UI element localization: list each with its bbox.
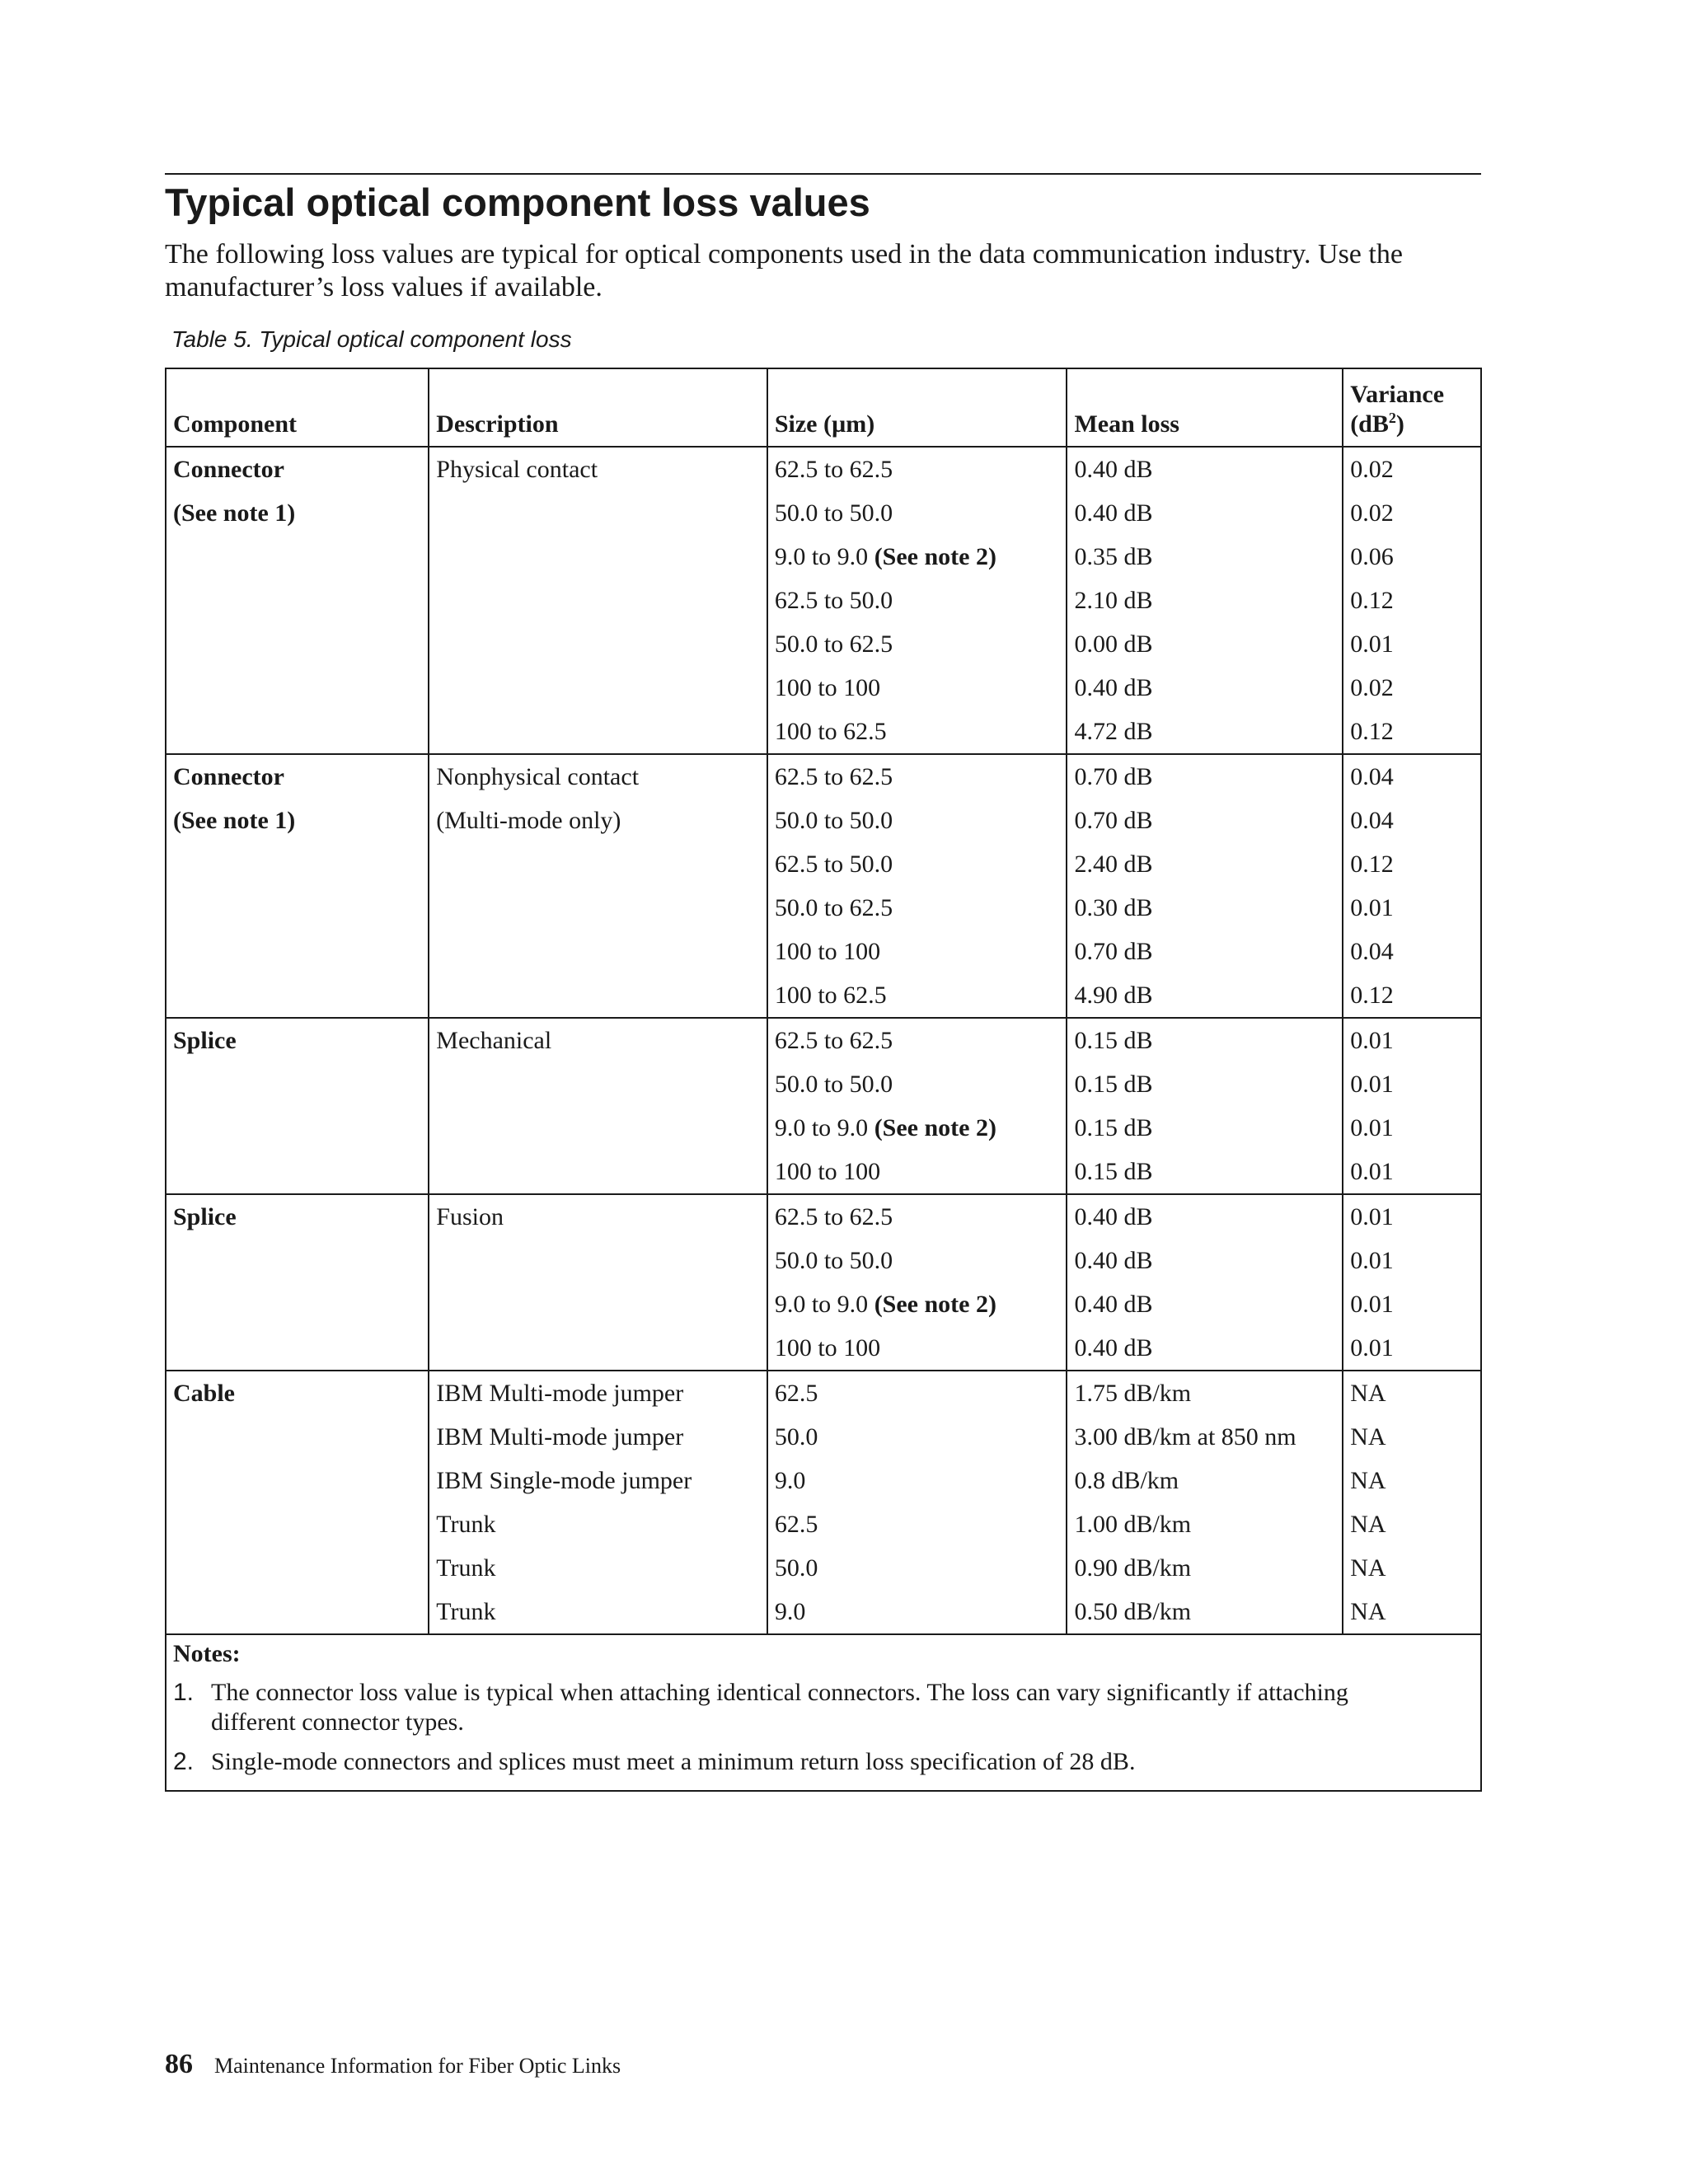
- cell-size-text: 62.5 to 62.5: [774, 455, 893, 483]
- cell-mean-loss: [1067, 1062, 1343, 1106]
- cell-component-text: (See note 1): [173, 806, 296, 834]
- cell-variance: [1343, 1106, 1481, 1150]
- cell-component: [166, 1239, 429, 1282]
- notes-section: [165, 1624, 1482, 1792]
- table-row: [166, 842, 1481, 886]
- table-row: [166, 710, 1481, 754]
- cell-mean-loss-text: 0.40 dB: [1074, 1290, 1153, 1318]
- cell-mean-loss-text: 0.30 dB: [1074, 893, 1153, 921]
- cell-size-text: 62.5 to 62.5: [774, 762, 893, 790]
- cell-mean-loss: [1067, 1150, 1343, 1194]
- note-number: 1.: [173, 1679, 195, 1706]
- header-variance: [1343, 368, 1481, 447]
- table-row: [166, 1282, 1481, 1326]
- cell-component: [166, 1459, 429, 1502]
- cell-mean-loss-text: 0.35 dB: [1074, 542, 1153, 570]
- intro-paragraph: The following loss values are typical for optical components used in the data communication industry. Use the manufacturer’s loss values if available.: [165, 239, 1403, 302]
- cell-size-text: 50.0 to 62.5: [774, 630, 893, 658]
- cell-description: [429, 1546, 767, 1590]
- cell-size-text: 9.0 to 9.0: [774, 1113, 869, 1141]
- cell-mean-loss: [1067, 1546, 1343, 1590]
- cell-mean-loss: [1067, 754, 1343, 799]
- cell-mean-loss: [1067, 447, 1343, 491]
- cell-mean-loss: [1067, 491, 1343, 535]
- table-row: [166, 447, 1481, 491]
- cell-variance-text: 0.12: [1350, 586, 1394, 614]
- cell-description-text: (Multi-mode only): [436, 806, 621, 834]
- cell-variance: [1343, 973, 1481, 1018]
- cell-size-text: 62.5 to 62.5: [774, 1202, 893, 1230]
- cell-mean-loss-text: 4.90 dB: [1074, 981, 1153, 1009]
- cell-size-text: 62.5: [774, 1379, 818, 1407]
- table-header-row: [166, 368, 1481, 447]
- cell-mean-loss: [1067, 579, 1343, 622]
- cell-variance: [1343, 1502, 1481, 1546]
- table-row: [166, 1239, 1481, 1282]
- cell-variance: [1343, 1239, 1481, 1282]
- cell-mean-loss-text: 0.90 dB/km: [1074, 1554, 1192, 1582]
- cell-description: [429, 1239, 767, 1282]
- cell-mean-loss: [1067, 930, 1343, 973]
- cell-variance-text: 0.01: [1350, 1290, 1394, 1318]
- cell-component: [166, 1371, 429, 1415]
- cell-size: [767, 535, 1067, 579]
- cell-mean-loss-text: 3.00 dB/km at 850 nm: [1074, 1422, 1296, 1451]
- table-row: [166, 1062, 1481, 1106]
- cell-description: [429, 666, 767, 710]
- page-heading: Typical optical component loss values: [165, 180, 870, 224]
- cell-variance: [1343, 1194, 1481, 1239]
- cell-mean-loss: [1067, 1282, 1343, 1326]
- footer-title: Maintenance Information for Fiber Optic Links: [214, 2054, 621, 2078]
- cell-description-text: Trunk: [436, 1554, 496, 1582]
- header-variance-unit-sup: 2: [1388, 410, 1396, 426]
- cell-variance: [1343, 1546, 1481, 1590]
- cell-description: [429, 1502, 767, 1546]
- cell-description: [429, 1459, 767, 1502]
- cell-mean-loss-text: 0.40 dB: [1074, 673, 1153, 701]
- cell-variance: [1343, 930, 1481, 973]
- cell-component: [166, 491, 429, 535]
- cell-variance-text: NA: [1350, 1466, 1386, 1494]
- cell-variance-text: 0.12: [1350, 850, 1394, 878]
- cell-component: [166, 622, 429, 666]
- cell-description-text: IBM Multi-mode jumper: [436, 1379, 684, 1407]
- cell-variance-text: 0.12: [1350, 717, 1394, 745]
- cell-component: [166, 1546, 429, 1590]
- cell-component: [166, 1194, 429, 1239]
- cell-mean-loss-text: 1.00 dB/km: [1074, 1510, 1192, 1538]
- cell-size: [767, 1062, 1067, 1106]
- table-row: [166, 535, 1481, 579]
- table-caption: Table 5. Typical optical component loss: [171, 326, 572, 352]
- cell-component: [166, 535, 429, 579]
- cell-component: [166, 666, 429, 710]
- cell-description: [429, 1194, 767, 1239]
- cell-variance-text: 0.02: [1350, 673, 1394, 701]
- cell-description-text: IBM Multi-mode jumper: [436, 1422, 684, 1451]
- cell-size: [767, 842, 1067, 886]
- cell-variance-text: 0.01: [1350, 1157, 1394, 1185]
- cell-description: [429, 1326, 767, 1371]
- cell-variance-text: 0.04: [1350, 937, 1394, 965]
- cell-description: [429, 1018, 767, 1062]
- cell-mean-loss-text: 2.40 dB: [1074, 850, 1153, 878]
- cell-size: [767, 622, 1067, 666]
- cell-component-text: Splice: [173, 1202, 237, 1230]
- cell-size-text: 100 to 100: [774, 673, 881, 701]
- cell-variance-text: 0.01: [1350, 1246, 1394, 1274]
- cell-mean-loss: [1067, 710, 1343, 754]
- cell-variance-text: NA: [1350, 1422, 1386, 1451]
- cell-size: [767, 973, 1067, 1018]
- cell-variance-text: 0.01: [1350, 630, 1394, 658]
- cell-size-text: 50.0 to 50.0: [774, 1246, 893, 1274]
- cell-component: [166, 973, 429, 1018]
- cell-variance: [1343, 1459, 1481, 1502]
- cell-component-text: Connector: [173, 455, 284, 483]
- cell-size-text: 62.5 to 50.0: [774, 850, 893, 878]
- cell-size: [767, 754, 1067, 799]
- table-row: [166, 930, 1481, 973]
- cell-description-text: Trunk: [436, 1597, 496, 1625]
- cell-variance-text: NA: [1350, 1554, 1386, 1582]
- cell-variance: [1343, 622, 1481, 666]
- cell-mean-loss: [1067, 1502, 1343, 1546]
- header-size: Size (µm): [767, 368, 1067, 447]
- cell-size-text: 62.5 to 62.5: [774, 1026, 893, 1054]
- cell-variance-text: 0.01: [1350, 1202, 1394, 1230]
- cell-component: [166, 1502, 429, 1546]
- cell-description: [429, 710, 767, 754]
- cell-mean-loss-text: 0.15 dB: [1074, 1157, 1153, 1185]
- cell-mean-loss: [1067, 842, 1343, 886]
- cell-size: [767, 491, 1067, 535]
- cell-size: [767, 579, 1067, 622]
- cell-size: [767, 666, 1067, 710]
- cell-mean-loss-text: 0.15 dB: [1074, 1113, 1153, 1141]
- cell-size-text: 100 to 62.5: [774, 717, 887, 745]
- notes-title: Notes:: [173, 1640, 241, 1667]
- cell-component-text: (See note 1): [173, 499, 296, 527]
- cell-size: [767, 1282, 1067, 1326]
- cell-description: [429, 754, 767, 799]
- table-row: [166, 666, 1481, 710]
- cell-component-text: Connector: [173, 762, 284, 790]
- cell-mean-loss-text: 2.10 dB: [1074, 586, 1153, 614]
- cell-description-text: Physical contact: [436, 455, 598, 483]
- cell-description: [429, 579, 767, 622]
- cell-description: [429, 1106, 767, 1150]
- cell-size-text: 100 to 100: [774, 937, 881, 965]
- cell-mean-loss-text: 0.40 dB: [1074, 1202, 1153, 1230]
- cell-mean-loss-text: 1.75 dB/km: [1074, 1379, 1192, 1407]
- cell-size: [767, 1502, 1067, 1546]
- size-note-ref: (See note 2): [874, 1113, 996, 1141]
- cell-size-text: 50.0: [774, 1422, 818, 1451]
- cell-mean-loss: [1067, 1018, 1343, 1062]
- cell-variance: [1343, 1282, 1481, 1326]
- cell-variance: [1343, 1018, 1481, 1062]
- cell-component: [166, 447, 429, 491]
- cell-description: [429, 842, 767, 886]
- cell-mean-loss: [1067, 535, 1343, 579]
- cell-mean-loss: [1067, 1459, 1343, 1502]
- cell-variance: [1343, 842, 1481, 886]
- cell-mean-loss-text: 0.40 dB: [1074, 499, 1153, 527]
- header-variance-label: Variance: [1350, 381, 1445, 408]
- cell-component: [166, 1415, 429, 1459]
- cell-variance-text: 0.04: [1350, 762, 1394, 790]
- cell-variance-text: 0.12: [1350, 981, 1394, 1009]
- cell-variance: [1343, 1062, 1481, 1106]
- table-row: [166, 1371, 1481, 1415]
- cell-variance-text: 0.01: [1350, 1070, 1394, 1098]
- table-row: [166, 1150, 1481, 1194]
- cell-variance: [1343, 1326, 1481, 1371]
- cell-variance: [1343, 754, 1481, 799]
- cell-mean-loss-text: 0.8 dB/km: [1074, 1466, 1179, 1494]
- cell-variance: [1343, 710, 1481, 754]
- cell-variance: [1343, 799, 1481, 842]
- cell-size-text: 9.0: [774, 1466, 806, 1494]
- cell-mean-loss: [1067, 1415, 1343, 1459]
- cell-size-text: 100 to 62.5: [774, 981, 887, 1009]
- cell-component: [166, 842, 429, 886]
- cell-size-text: 9.0 to 9.0: [774, 542, 869, 570]
- cell-variance-text: 0.02: [1350, 455, 1394, 483]
- cell-variance-text: 0.02: [1350, 499, 1394, 527]
- cell-size-text: 50.0: [774, 1554, 818, 1582]
- cell-variance-text: NA: [1350, 1597, 1386, 1625]
- cell-size: [767, 1546, 1067, 1590]
- cell-description-text: Mechanical: [436, 1026, 552, 1054]
- cell-description: [429, 535, 767, 579]
- page-footer: [165, 2049, 621, 2080]
- cell-component: [166, 886, 429, 930]
- cell-description: [429, 1371, 767, 1415]
- cell-mean-loss-text: 0.40 dB: [1074, 455, 1153, 483]
- cell-description: [429, 1415, 767, 1459]
- cell-component: [166, 1106, 429, 1150]
- cell-component: [166, 1326, 429, 1371]
- cell-variance-text: 0.04: [1350, 806, 1394, 834]
- cell-variance: [1343, 1150, 1481, 1194]
- cell-size-text: 100 to 100: [774, 1157, 881, 1185]
- cell-size: [767, 1239, 1067, 1282]
- cell-component: [166, 754, 429, 799]
- cell-component-text: Splice: [173, 1026, 237, 1054]
- cell-variance-text: 0.06: [1350, 542, 1394, 570]
- cell-component: [166, 1282, 429, 1326]
- cell-mean-loss: [1067, 1326, 1343, 1371]
- cell-variance-text: NA: [1350, 1510, 1386, 1538]
- cell-component: [166, 799, 429, 842]
- table-row: [166, 1415, 1481, 1459]
- cell-mean-loss-text: 0.50 dB/km: [1074, 1597, 1192, 1625]
- cell-variance: [1343, 579, 1481, 622]
- cell-size-text: 9.0: [774, 1597, 806, 1625]
- cell-size: [767, 1326, 1067, 1371]
- cell-size: [767, 1150, 1067, 1194]
- cell-size-text: 50.0 to 50.0: [774, 806, 893, 834]
- cell-variance-text: NA: [1350, 1379, 1386, 1407]
- cell-size-text: 50.0 to 50.0: [774, 1070, 893, 1098]
- cell-mean-loss-text: 4.72 dB: [1074, 717, 1153, 745]
- cell-description: [429, 799, 767, 842]
- cell-mean-loss: [1067, 666, 1343, 710]
- table-row: [166, 754, 1481, 799]
- cell-variance: [1343, 666, 1481, 710]
- cell-component: [166, 930, 429, 973]
- cell-mean-loss-text: 0.40 dB: [1074, 1246, 1153, 1274]
- size-note-ref: (See note 2): [874, 1290, 996, 1318]
- cell-description: [429, 1282, 767, 1326]
- cell-component-text: Cable: [173, 1379, 235, 1407]
- cell-mean-loss-text: 0.15 dB: [1074, 1070, 1153, 1098]
- cell-description-text: Nonphysical contact: [436, 762, 640, 790]
- cell-description: [429, 447, 767, 491]
- table-row: [166, 1326, 1481, 1371]
- cell-description-text: Trunk: [436, 1510, 496, 1538]
- table-row: [166, 1106, 1481, 1150]
- cell-size: [767, 1106, 1067, 1150]
- cell-size: [767, 886, 1067, 930]
- cell-variance-text: 0.01: [1350, 1026, 1394, 1054]
- cell-size: [767, 1415, 1067, 1459]
- table-row: [166, 973, 1481, 1018]
- cell-size: [767, 1018, 1067, 1062]
- cell-mean-loss: [1067, 886, 1343, 930]
- cell-size-text: 50.0 to 50.0: [774, 499, 893, 527]
- table-body: [166, 447, 1481, 1634]
- page-number: 86: [165, 2049, 193, 2079]
- table-row: [166, 622, 1481, 666]
- table-row: [166, 799, 1481, 842]
- table-row: [166, 1018, 1481, 1062]
- cell-size: [767, 1371, 1067, 1415]
- cell-component: [166, 1150, 429, 1194]
- cell-mean-loss: [1067, 1194, 1343, 1239]
- cell-mean-loss: [1067, 622, 1343, 666]
- header-variance-unit-open: (dB: [1350, 410, 1389, 438]
- cell-size: [767, 1194, 1067, 1239]
- table-row: [166, 491, 1481, 535]
- cell-size: [767, 799, 1067, 842]
- cell-variance: [1343, 491, 1481, 535]
- cell-variance-text: 0.01: [1350, 1333, 1394, 1361]
- table-row: [166, 579, 1481, 622]
- cell-component: [166, 1018, 429, 1062]
- cell-size: [767, 447, 1067, 491]
- header-component: Component: [166, 368, 429, 447]
- header-mean-loss: Mean loss: [1067, 368, 1343, 447]
- cell-variance: [1343, 886, 1481, 930]
- cell-size-text: 62.5: [774, 1510, 818, 1538]
- table-row: [166, 1194, 1481, 1239]
- cell-mean-loss-text: 0.40 dB: [1074, 1333, 1153, 1361]
- cell-component: [166, 1062, 429, 1106]
- cell-description: [429, 491, 767, 535]
- loss-table: [165, 368, 1482, 1635]
- cell-description-text: IBM Single-mode jumper: [436, 1466, 692, 1494]
- cell-variance: [1343, 535, 1481, 579]
- cell-size-text: 50.0 to 62.5: [774, 893, 893, 921]
- cell-description-text: Fusion: [436, 1202, 504, 1230]
- cell-description: [429, 886, 767, 930]
- cell-variance: [1343, 1415, 1481, 1459]
- header-variance-unit-close: ): [1395, 410, 1404, 438]
- cell-mean-loss: [1067, 973, 1343, 1018]
- cell-mean-loss-text: 0.15 dB: [1074, 1026, 1153, 1054]
- cell-size: [767, 930, 1067, 973]
- cell-mean-loss-text: 0.70 dB: [1074, 762, 1153, 790]
- header-description: Description: [429, 368, 767, 447]
- cell-mean-loss: [1067, 1239, 1343, 1282]
- cell-variance: [1343, 447, 1481, 491]
- cell-mean-loss: [1067, 799, 1343, 842]
- table-row: [166, 1502, 1481, 1546]
- cell-variance: [1343, 1371, 1481, 1415]
- cell-mean-loss: [1067, 1371, 1343, 1415]
- cell-description: [429, 1150, 767, 1194]
- cell-mean-loss: [1067, 1106, 1343, 1150]
- cell-size-text: 62.5 to 50.0: [774, 586, 893, 614]
- cell-variance-text: 0.01: [1350, 1113, 1394, 1141]
- cell-component: [166, 579, 429, 622]
- cell-description: [429, 622, 767, 666]
- size-note-ref: (See note 2): [874, 542, 996, 570]
- note-number: 2.: [173, 1748, 195, 1775]
- note-text: Single-mode connectors and splices must meet a minimum return loss specification of 28 dB.: [211, 1748, 1136, 1775]
- table-row: [166, 1459, 1481, 1502]
- table-row: [166, 886, 1481, 930]
- cell-mean-loss-text: 0.70 dB: [1074, 937, 1153, 965]
- cell-size: [767, 710, 1067, 754]
- cell-description: [429, 1062, 767, 1106]
- cell-component: [166, 710, 429, 754]
- cell-description: [429, 973, 767, 1018]
- table-row: [166, 1546, 1481, 1590]
- note-text: The connector loss value is typical when attaching identical connectors. The loss can vary significantly if attaching different connector types.: [211, 1679, 1348, 1736]
- cell-mean-loss-text: 0.00 dB: [1074, 630, 1153, 658]
- cell-size: [767, 1459, 1067, 1502]
- cell-variance-text: 0.01: [1350, 893, 1394, 921]
- cell-description: [429, 930, 767, 973]
- cell-mean-loss-text: 0.70 dB: [1074, 806, 1153, 834]
- cell-size-text: 9.0 to 9.0: [774, 1290, 869, 1318]
- cell-size-text: 100 to 100: [774, 1333, 881, 1361]
